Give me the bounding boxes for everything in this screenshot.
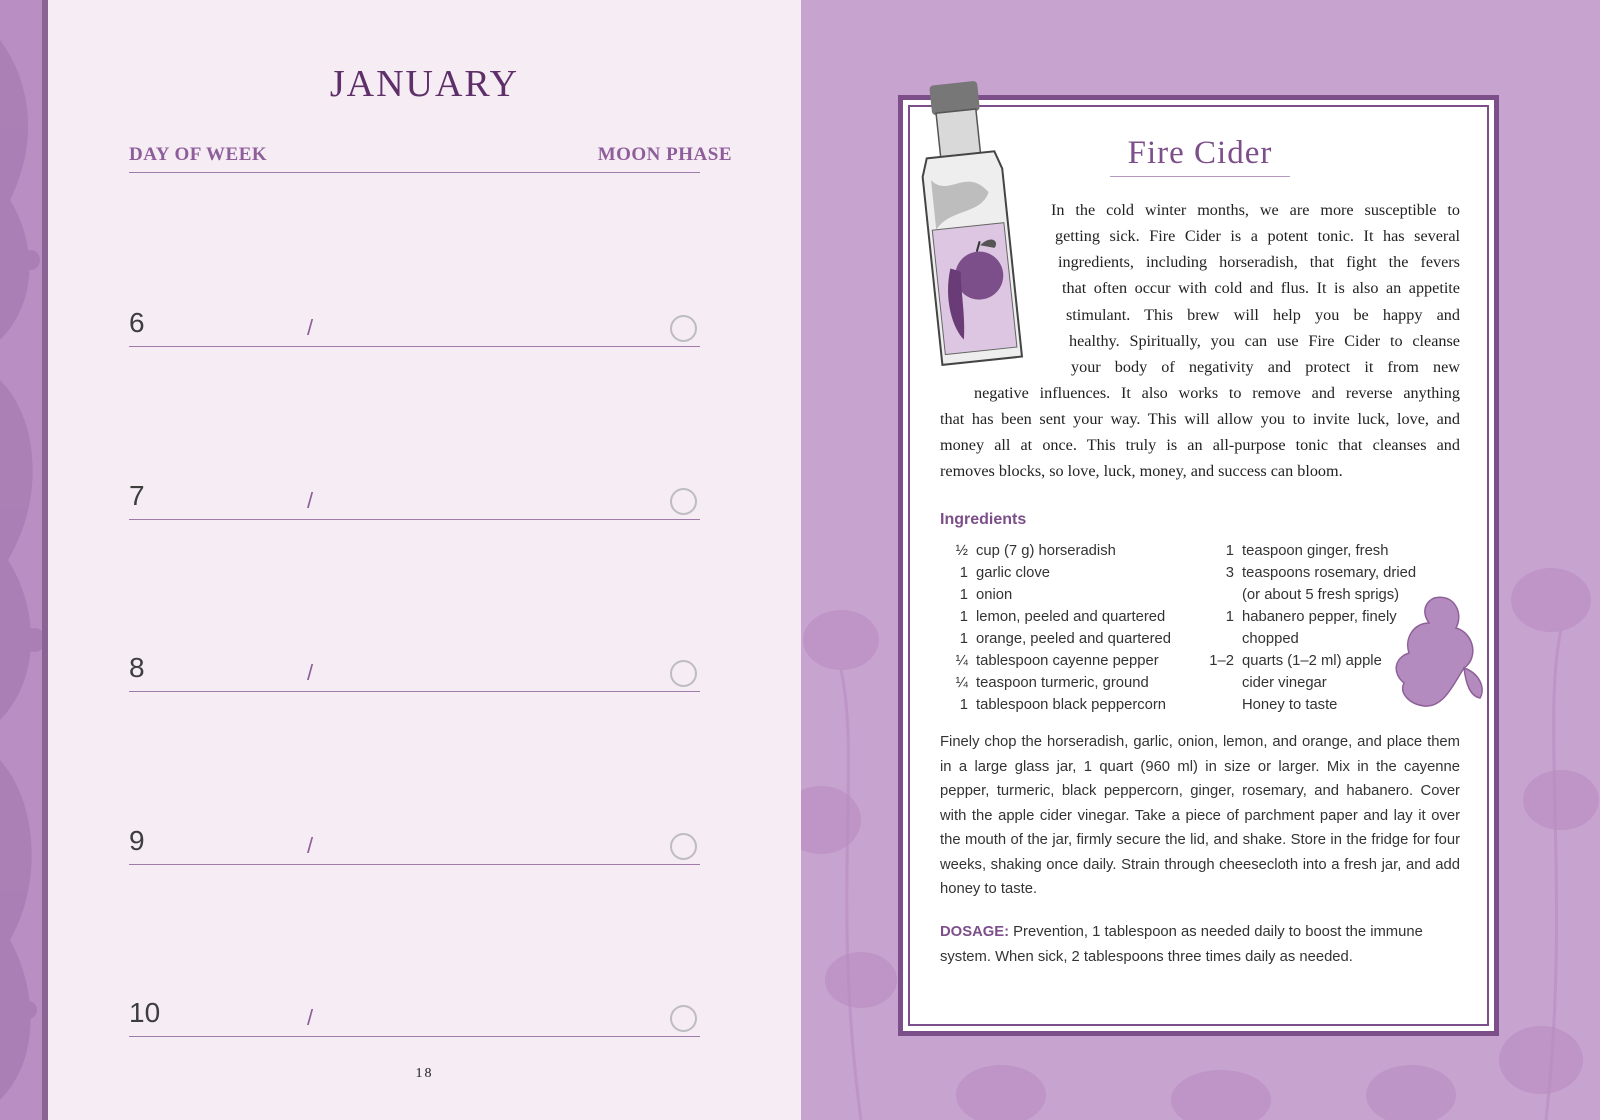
dosage-text: Prevention, 1 tablespoon as needed daily to boost the immune system. When sick, 2 tablespoons three times daily as needed. [940, 924, 1423, 965]
date-slash: / [307, 315, 314, 340]
day-number: 7 [129, 480, 145, 511]
ingredient-name: onion [976, 587, 1013, 603]
moon-phase-circle-icon[interactable] [670, 488, 697, 515]
header-rule [129, 172, 700, 173]
day-entry[interactable] [129, 987, 700, 1037]
dosage-label: DOSAGE: [940, 924, 1010, 940]
ingredient-qty: 1 [959, 587, 968, 603]
intro-line: stimulant. This brew will help you be happy and [1066, 306, 1460, 324]
intro-line: negative influences. It also works to remove and reverse anything [974, 384, 1460, 402]
intro-line: In the cold winter months, we are more susceptible to [1051, 201, 1460, 219]
ingredient-item [959, 562, 1051, 584]
ingredient-name: tablespoon cayenne pepper [976, 653, 1159, 669]
ingredient-name: cup (7 g) horseradish [976, 543, 1116, 559]
intro-line: getting sick. Fire Cider is a potent tonic. It has several [1055, 227, 1460, 245]
ingredient-qty: ½ [955, 543, 968, 559]
dosage-paragraph [940, 920, 1460, 969]
ingredient-item [955, 650, 1159, 672]
ingredient-qty: 1 [959, 565, 968, 581]
ingredient-item [1242, 584, 1399, 606]
ingredient-name: (or about 5 fresh sprigs) [1242, 587, 1400, 603]
day-of-week-header: DAY OF WEEK [129, 144, 268, 165]
date-slash: / [307, 660, 314, 685]
intro-line: removes blocks, so love, luck, money, and success can bloom. [940, 462, 1343, 480]
moon-phase-circle-icon[interactable] [670, 833, 697, 860]
recipe-title: Fire Cider [1127, 135, 1273, 171]
writing-line [129, 864, 700, 865]
day-number: 9 [129, 825, 145, 856]
ingredient-name: cider vinegar [1242, 675, 1327, 691]
ingredient-qty: 1 [959, 609, 968, 625]
date-slash: / [307, 488, 314, 513]
moon-phase-header: MOON PHASE [597, 144, 732, 165]
day-entry[interactable] [129, 470, 700, 520]
ingredient-qty: 1 [1225, 543, 1234, 559]
day-entry[interactable] [129, 815, 700, 865]
intro-line: your body of negativity and protect it from new [1071, 358, 1460, 376]
ingredients-heading: Ingredients [940, 511, 1027, 528]
ingredient-name: teaspoon ginger, fresh [1242, 543, 1389, 559]
ingredient-item [955, 672, 1149, 694]
ingredient-name: Honey to taste [1242, 697, 1338, 713]
bottle-illustration-icon [912, 75, 1052, 375]
ingredient-item [955, 540, 1116, 562]
writing-line [129, 691, 700, 692]
title-underline [1110, 176, 1290, 177]
page-number: 18 [415, 1066, 434, 1081]
ingredient-qty: 1 [1225, 609, 1234, 625]
intro-line: money all at once. This truly is an all-purpose tonic that cleanses and [940, 436, 1460, 454]
floral-pattern-icon [0, 0, 48, 1120]
ingredient-qty: 1 [959, 697, 968, 713]
month-title: JANUARY [329, 63, 520, 105]
ingredient-item [959, 628, 1171, 650]
left-page-edge [0, 0, 48, 1120]
moon-phase-circle-icon[interactable] [670, 315, 697, 342]
day-entry[interactable] [129, 297, 700, 347]
ingredient-item [1225, 540, 1389, 562]
ingredient-item [1225, 562, 1417, 584]
ingredient-name: teaspoon turmeric, ground [976, 675, 1149, 691]
ingredient-item [959, 694, 1167, 716]
intro-line: ingredients, including horseradish, that fight the fevers [1058, 253, 1460, 271]
ingredient-item [1242, 672, 1327, 694]
ingredient-item [1225, 606, 1397, 628]
intro-line: healthy. Spiritually, you can use Fire Cider to cleanse [1069, 332, 1460, 350]
ingredient-qty: 1 [959, 631, 968, 647]
ingredient-name: orange, peeled and quartered [976, 631, 1171, 647]
writing-line [129, 346, 700, 347]
ingredient-item [959, 606, 1166, 628]
ingredient-qty: 1–2 [1209, 653, 1234, 669]
writing-line [129, 519, 700, 520]
moon-phase-circle-icon[interactable] [670, 1005, 697, 1032]
ingredient-name: tablespoon black peppercorn [976, 697, 1167, 713]
day-entry[interactable] [129, 642, 700, 692]
day-number: 6 [129, 307, 145, 338]
intro-line: that often occur with cold and flus. It is also an appetite [1062, 279, 1460, 297]
ingredient-item [1242, 628, 1299, 650]
ingredient-name: garlic clove [976, 565, 1051, 581]
ingredient-item [959, 584, 1013, 606]
day-number: 10 [129, 997, 161, 1028]
ingredient-qty: ¼ [955, 675, 968, 691]
ginger-root-illustration-icon [1384, 588, 1494, 718]
ingredient-name: teaspoons rosemary, dried [1242, 565, 1417, 581]
ingredient-item [1209, 650, 1382, 672]
date-slash: / [307, 1005, 314, 1030]
day-number: 8 [129, 652, 145, 683]
ingredient-name: quarts (1–2 ml) apple [1242, 653, 1382, 669]
ingredient-name: habanero pepper, finely [1242, 609, 1397, 625]
intro-line: that has been sent your way. This will allow you to invite luck, love, and [940, 410, 1460, 428]
ingredient-name: lemon, peeled and quartered [976, 609, 1166, 625]
ingredient-qty: 3 [1225, 565, 1234, 581]
left-page [48, 0, 801, 1120]
ingredient-qty: ¼ [955, 653, 968, 669]
writing-line [129, 1036, 700, 1037]
ingredient-name: chopped [1242, 631, 1299, 647]
ingredient-item [1242, 694, 1337, 716]
moon-phase-circle-icon[interactable] [670, 660, 697, 687]
date-slash: / [307, 833, 314, 858]
method-paragraph: Finely chop the horseradish, garlic, onion, lemon, and orange, and place them in a large glass jar, 1 quart (960 ml) in size or larger. Mix in the cayenne pepper, turmeric, black peppercorn, ginger, rosemary, and habanero. Cover with the apple cider vinegar. Take a piece of parchment paper and lay it over the mouth of the jar, firmly secure the lid, and shake. Store in the fridge for four weeks, shaking once daily. Strain through cheesecloth into a fresh jar, and add honey to taste. [940, 734, 1460, 897]
